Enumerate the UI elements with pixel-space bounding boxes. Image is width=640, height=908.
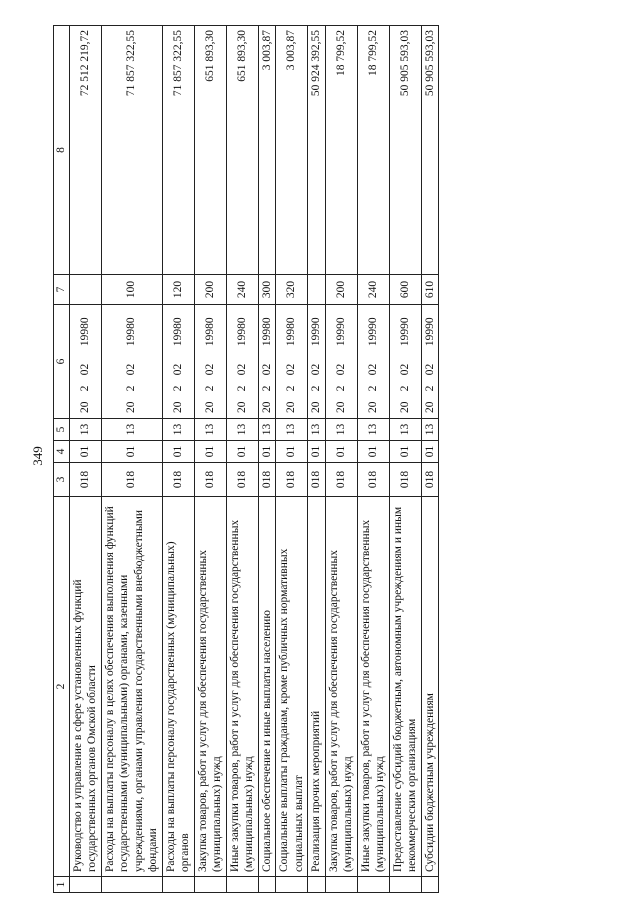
- admin-code-cell: 018: [258, 463, 276, 497]
- row-name-cell: Расходы на выплаты персоналу в целях обеспечения выполнения функций государственными (муниципальными) органами, казенными учреждениями, органами управления государственными внебюджетными фондами: [101, 497, 162, 877]
- table-row: [276, 26, 308, 893]
- subsection-code-cell: 13: [421, 419, 439, 441]
- subsection-code-cell: 13: [101, 419, 162, 441]
- direction-code-cell: 19980: [69, 305, 101, 359]
- section-code-cell: 01: [421, 441, 439, 463]
- expense-type-cell: 610: [421, 275, 439, 305]
- row-name-cell: Закупка товаров, работ и услуг для обеспечения государственных (муниципальных) нужд: [194, 497, 226, 877]
- expense-type-cell: 240: [226, 275, 258, 305]
- first-col-cell: [258, 877, 276, 893]
- subprogram-code-cell: 2: [276, 381, 308, 397]
- direction-code-cell: 19980: [101, 305, 162, 359]
- row-name-cell: Социальное обеспечение и иные выплаты населению: [258, 497, 276, 877]
- row-name-cell: Социальные выплаты гражданам, кроме публичных нормативных социальных выплат: [276, 497, 308, 877]
- header-row: [54, 26, 70, 893]
- subprogram-code-cell: 2: [162, 381, 194, 397]
- expense-type-cell: 200: [325, 275, 357, 305]
- first-col-cell: [276, 877, 308, 893]
- table-row: [226, 26, 258, 893]
- subsection-code-cell: 13: [389, 419, 421, 441]
- expense-type-cell: [69, 275, 101, 305]
- amount-cell: 72 512 219,72: [69, 26, 101, 275]
- table-row: [194, 26, 226, 893]
- subsection-code-cell: 13: [276, 419, 308, 441]
- admin-code-cell: 018: [325, 463, 357, 497]
- program-code-cell: 20: [389, 397, 421, 419]
- first-col-cell: [389, 877, 421, 893]
- amount-cell: 651 893,30: [194, 26, 226, 275]
- program-code-cell: 20: [276, 397, 308, 419]
- row-name-cell: Субсидии бюджетным учреждениям: [421, 497, 439, 877]
- subprogram-code-cell: 2: [389, 381, 421, 397]
- header-cell-7: 7: [54, 275, 70, 305]
- admin-code-cell: 018: [421, 463, 439, 497]
- header-cell-3: 3: [54, 463, 70, 497]
- page-number: 349: [30, 446, 45, 466]
- direction-code-cell: 19990: [389, 305, 421, 359]
- amount-cell: 651 893,30: [226, 26, 258, 275]
- expense-type-cell: 300: [258, 275, 276, 305]
- program-code-cell: 20: [194, 397, 226, 419]
- event-code-cell: 02: [308, 359, 326, 381]
- direction-code-cell: 19980: [226, 305, 258, 359]
- direction-code-cell: 19990: [357, 305, 389, 359]
- expense-type-cell: 100: [101, 275, 162, 305]
- table-row: [421, 26, 439, 893]
- amount-cell: 3 003,87: [258, 26, 276, 275]
- subsection-code-cell: 13: [308, 419, 326, 441]
- event-code-cell: 02: [194, 359, 226, 381]
- subprogram-code-cell: 2: [308, 381, 326, 397]
- amount-cell: 71 857 322,55: [101, 26, 162, 275]
- first-col-cell: [421, 877, 439, 893]
- expense-type-cell: 120: [162, 275, 194, 305]
- header-cell-8: 8: [54, 26, 70, 275]
- section-code-cell: 01: [101, 441, 162, 463]
- expense-type-cell: [308, 275, 326, 305]
- program-code-cell: 20: [69, 397, 101, 419]
- amount-cell: 50 924 392,55: [308, 26, 326, 275]
- row-name-cell: Предоставление субсидий бюджетным, автономным учреждениям и иным некоммерческим организациям: [389, 497, 421, 877]
- subprogram-code-cell: 2: [226, 381, 258, 397]
- program-code-cell: 20: [325, 397, 357, 419]
- first-col-cell: [226, 877, 258, 893]
- expense-type-cell: 600: [389, 275, 421, 305]
- event-code-cell: 02: [389, 359, 421, 381]
- header-cell-1: 1: [54, 877, 70, 893]
- subsection-code-cell: 13: [357, 419, 389, 441]
- subprogram-code-cell: 2: [421, 381, 439, 397]
- row-name-cell: Реализация прочих мероприятий: [308, 497, 326, 877]
- event-code-cell: 02: [258, 359, 276, 381]
- program-code-cell: 20: [357, 397, 389, 419]
- admin-code-cell: 018: [276, 463, 308, 497]
- section-code-cell: 01: [69, 441, 101, 463]
- subprogram-code-cell: 2: [69, 381, 101, 397]
- admin-code-cell: 018: [101, 463, 162, 497]
- admin-code-cell: 018: [194, 463, 226, 497]
- table-row: [357, 26, 389, 893]
- header-cell-6: 6: [54, 305, 70, 419]
- program-code-cell: 20: [162, 397, 194, 419]
- row-name-cell: Руководство и управление в сфере установленных функций государственных органов Омской области: [69, 497, 101, 877]
- event-code-cell: 02: [325, 359, 357, 381]
- expense-type-cell: 240: [357, 275, 389, 305]
- direction-code-cell: 19980: [194, 305, 226, 359]
- table-body: [69, 26, 439, 893]
- header-cell-5: 5: [54, 419, 70, 441]
- row-name-cell: Закупка товаров, работ и услуг для обеспечения государственных (муниципальных) нужд: [325, 497, 357, 877]
- table-row: [389, 26, 421, 893]
- program-code-cell: 20: [421, 397, 439, 419]
- table-row: [69, 26, 101, 893]
- section-code-cell: 01: [258, 441, 276, 463]
- program-code-cell: 20: [226, 397, 258, 419]
- program-code-cell: 20: [308, 397, 326, 419]
- amount-cell: 50 905 593,03: [389, 26, 421, 275]
- table-row: [325, 26, 357, 893]
- admin-code-cell: 018: [357, 463, 389, 497]
- amount-cell: 50 905 593,03: [421, 26, 439, 275]
- direction-code-cell: 19990: [325, 305, 357, 359]
- direction-code-cell: 19980: [258, 305, 276, 359]
- subprogram-code-cell: 2: [357, 381, 389, 397]
- section-code-cell: 01: [357, 441, 389, 463]
- header-cell-4: 4: [54, 441, 70, 463]
- admin-code-cell: 018: [389, 463, 421, 497]
- first-col-cell: [325, 877, 357, 893]
- section-code-cell: 01: [308, 441, 326, 463]
- row-name-cell: Расходы на выплаты персоналу государственных (муниципальных) органов: [162, 497, 194, 877]
- event-code-cell: 02: [226, 359, 258, 381]
- direction-code-cell: 19980: [276, 305, 308, 359]
- subprogram-code-cell: 2: [194, 381, 226, 397]
- expense-type-cell: 200: [194, 275, 226, 305]
- event-code-cell: 02: [101, 359, 162, 381]
- subsection-code-cell: 13: [194, 419, 226, 441]
- event-code-cell: 02: [357, 359, 389, 381]
- header-cell-2: 2: [54, 497, 70, 877]
- row-name-cell: Иные закупки товаров, работ и услуг для обеспечения государственных (муниципальных) нужд: [226, 497, 258, 877]
- subprogram-code-cell: 2: [325, 381, 357, 397]
- first-col-cell: [101, 877, 162, 893]
- admin-code-cell: 018: [162, 463, 194, 497]
- program-code-cell: 20: [101, 397, 162, 419]
- section-code-cell: 01: [276, 441, 308, 463]
- table-row: [101, 26, 162, 893]
- section-code-cell: 01: [194, 441, 226, 463]
- section-code-cell: 01: [389, 441, 421, 463]
- table-row: [162, 26, 194, 893]
- section-code-cell: 01: [325, 441, 357, 463]
- budget-table: [53, 25, 439, 893]
- first-col-cell: [308, 877, 326, 893]
- subsection-code-cell: 13: [325, 419, 357, 441]
- section-code-cell: 01: [226, 441, 258, 463]
- event-code-cell: 02: [276, 359, 308, 381]
- first-col-cell: [357, 877, 389, 893]
- first-col-cell: [162, 877, 194, 893]
- admin-code-cell: 018: [69, 463, 101, 497]
- direction-code-cell: 19990: [308, 305, 326, 359]
- first-col-cell: [69, 877, 101, 893]
- row-name-cell: Иные закупки товаров, работ и услуг для обеспечения государственных (муниципальных) нужд: [357, 497, 389, 877]
- direction-code-cell: 19990: [421, 305, 439, 359]
- subsection-code-cell: 13: [258, 419, 276, 441]
- section-code-cell: 01: [162, 441, 194, 463]
- amount-cell: 18 799,52: [325, 26, 357, 275]
- table-row: [308, 26, 326, 893]
- event-code-cell: 02: [421, 359, 439, 381]
- subprogram-code-cell: 2: [101, 381, 162, 397]
- table-row: [258, 26, 276, 893]
- rotated-table-container: [53, 26, 610, 893]
- amount-cell: 71 857 322,55: [162, 26, 194, 275]
- subprogram-code-cell: 2: [258, 381, 276, 397]
- subsection-code-cell: 13: [162, 419, 194, 441]
- event-code-cell: 02: [69, 359, 101, 381]
- expense-type-cell: 320: [276, 275, 308, 305]
- amount-cell: 18 799,52: [357, 26, 389, 275]
- amount-cell: 3 003,87: [276, 26, 308, 275]
- event-code-cell: 02: [162, 359, 194, 381]
- direction-code-cell: 19980: [162, 305, 194, 359]
- first-col-cell: [194, 877, 226, 893]
- admin-code-cell: 018: [308, 463, 326, 497]
- admin-code-cell: 018: [226, 463, 258, 497]
- subsection-code-cell: 13: [69, 419, 101, 441]
- subsection-code-cell: 13: [226, 419, 258, 441]
- program-code-cell: 20: [258, 397, 276, 419]
